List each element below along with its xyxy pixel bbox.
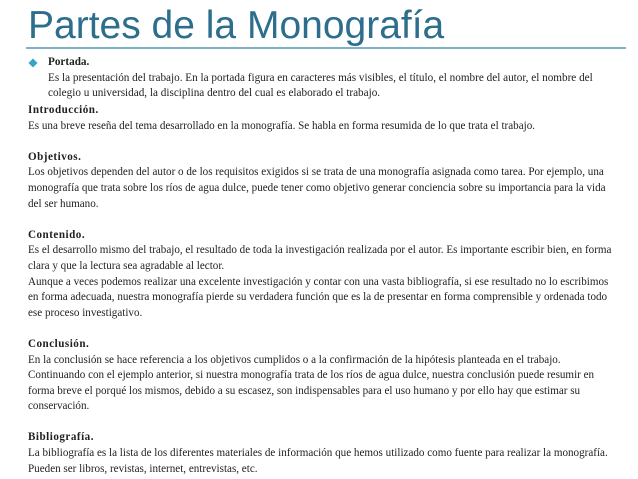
section-heading: Objetivos.	[28, 150, 82, 163]
bullet-text: Es la presentación del trabajo. En la portada figura en caracteres más visibles, el título, el nombre del autor, el nombre del colegio u universidad, la disciplina dentro del cual es elaborado el trabajo.	[48, 71, 593, 99]
section-paragraph: La bibliografía es la lista de los diferentes materiales de información que hemos utilizado como fuente para realizar la monografía. Pueden ser libros, revistas, internet, entrevistas, etc.	[28, 447, 608, 475]
section-bibliografia	[28, 430, 618, 477]
section-conclusion	[28, 337, 618, 415]
title-underline	[26, 47, 626, 49]
section-objetivos	[28, 150, 618, 212]
bullet-heading-row	[28, 55, 618, 71]
section-paragraph: Es una breve reseña del tema desarrollado en la monografía. Se habla en forma resumida de lo que trata el trabajo.	[28, 119, 536, 132]
section-contenido	[28, 228, 618, 322]
section-heading: Conclusión.	[28, 337, 90, 350]
bullet-heading: Portada.	[48, 56, 90, 68]
section-heading: Contenido.	[28, 228, 86, 241]
slide-title: Partes de la Monografía	[28, 4, 445, 47]
section-paragraph: Es el desarrollo mismo del trabajo, el resultado de toda la investigación realizada por el autor. Es importante escribir bien, en forma clara y que la lectura sea agradable al lector.	[28, 244, 612, 272]
section-paragraph: Aunque a veces podemos realizar una excelente investigación y contar con una vasta bibliografía, si ese resultado no lo escribimos en forma adecuada, nuestra monografía pierde su verdadera función que es la de presentar en forma comprensible y ordenada todo ese proceso investigativo.	[28, 275, 609, 319]
diamond-bullet-icon	[28, 58, 37, 67]
section-heading: Introducción.	[28, 104, 99, 116]
section-introduccion	[28, 103, 618, 134]
section-paragraph: En la conclusión se hace referencia a los objetivos cumplidos o a la confirmación de la hipótesis planteada en el trabajo. Continuando con el ejemplo anterior, si nuestra monografía trata de los ríos de agua dulce, nuestra conclusión puede resumir en forma breve el porqué los mismos, debido a su escasez, son indispensables para el uso humano y por ello hay que estimar su conservación.	[28, 353, 595, 413]
section-paragraph: Los objetivos dependen del autor o de los requisitos exigidos si se trata de una monografía asignada como tarea. Por ejemplo, una monografía que trata sobre los ríos de agua dulce, puede tener como objetivo generar conciencia sobre su importancia para la vida del ser humano.	[28, 166, 606, 210]
section-heading: Bibliografía.	[28, 431, 94, 444]
bullet-portada	[28, 55, 618, 102]
sections-container	[28, 103, 618, 477]
